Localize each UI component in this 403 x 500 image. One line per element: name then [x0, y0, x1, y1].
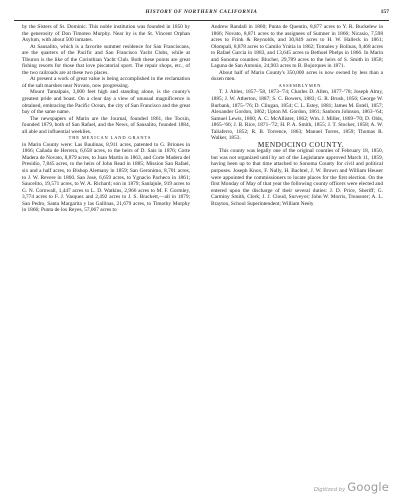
left-column [22, 24, 190, 214]
paragraph: in Marin County were: Las Baulinas, 8,911 acres, patented to G. Briones in 1866; Cañada de Herrera, 6,658 acres, to the heirs of D. Sais in 1876; Corte Madera de Novato, 8,879 acres, to Juan Martin in 1863, and Corte Madera del Presidio, 7,845 acres, to the heirs of John Read in 1885; Mission San Rafael, six and a half acres, to Bishop Alemany in 1859; San Geronimo, 8,701 acres, to J. W. Revere in 1860. San Jose, 6,659 acres, to Ygnacio Pacheco in 1861; Saucelito, 19,571 acres, to W. A. Richard; son in 1879; Sanlajule, 919 acres to G. N. Cornwall, 1,447 acres to L. D. Watkins, 2,966 acres to M. F. Gormley, 3,774 acres to F. J. Vasquez and 2,492 acres to J. S. Brackett,—all in 1879; San Pedro, Santa Margarita y las Gallinas, 21,679 acres, to Timothy Murphy in 1866; Punta de los Reyes, 57,067 acres to [22, 141, 190, 214]
paragraph: At present a work of great value is being accomplished in the reclamation of the salt marshes near Novato, now progressing. [22, 76, 190, 89]
paragraph: The newspapers of Marin are the Journal, founded 1861, the Tocsin, founded 1879, both of San Rafael, and the News, of Sausalito, founded 1884, all able and influential weeklies. [22, 115, 190, 135]
section-subhead: THE MEXICAN LAND GRANTS [68, 135, 152, 141]
paragraph: Mount Tamalpais, 3,000 feet high and standing alone, is the county's greatest pride and boast. On a clear day a view of unusual magnificence is obtained, embracing the Pacific Ocean, the city of San Francisco and the great bay of the same name. [22, 89, 190, 116]
paragraph: T. J. Ables, 1857–'58, 1873–'74; Charles D. Allen, 1877–'78; Joseph Almy, 1885; J. W. Atherton, 1887; S. C. Bowers, 1883; G. R. Brush, 1856; George W. Burbank, 1875–'76; D. Clingan, 1854; C. L. Estey, 1881; James M. Estell, 1857; Alexander Gordon, 1862; Upton M. Gordon, 1861; Sanborn Johnson, 1863–'64; Samuel Lewis, 1860; A. C. McAllister, 1862; Wm. J. Miller, 1869–'70; D. Olds, 1865–'66; J. B. Rice, 1871–'72; H. P. A. Smith, 1855; J. T. Stocker, 1858; A. W. Taliaferro, 1852; R. B. Torrence, 1863; Manuel Torres, 1859; Thomas R. Walker, 1853. [211, 89, 383, 142]
section-title: MENDOCINO COUNTY. [257, 139, 345, 149]
paragraph: This county was legally one of the original counties of February 18, 1850, but was not organized until by act of the Legislature approved March 11, 1859, having been up to that time attached to Sonoma County for civil and political purposes. Joseph Knox, F. Nally, H. Bachtel, J. W. Brown and William Heuser were appointed the commissioners to locate places for the first election. On the first Monday of May of that year the following county officers were elected and entered upon the discharge of their several duties: J. D. Price, Sheriff; G. Carminy Smith, Clerk; J. J. Cloud, Surveyor; John W. Morris, Treasurer; A. L. Brayton, School Superintendent; William Neely [211, 148, 383, 207]
running-head: HISTORY OF NORTHERN CALIFORNIA [145, 9, 258, 15]
page-number: 157 [380, 9, 389, 15]
paragraph: About half of Marin County's 350,000 acres is now owned by less than a dozen men. [211, 69, 383, 83]
google-watermark [314, 480, 389, 494]
watermark-prefix: Digitized by [313, 487, 346, 493]
paragraph: by the Sisters of St. Dominic. This noble institution was founded in 1850 by the generosity of Don Timoteo Murphy. Near by is the St. Vincent Orphan Asylum, with about 500 inmates. [22, 24, 190, 44]
right-column [211, 24, 383, 207]
section-subhead: ASSEMBLYMEN. [278, 82, 324, 88]
watermark-brand: Google [347, 480, 389, 494]
paragraph: At Sausalito, which is a favorite summer residence for San Franciscans, are the quarters of the Pacific and San Francisco Yacht Clubs, while at Tiburon is the like of the Corinthian Yacht Club. Both these points are great fishing resorts for those that love piscatorial sport. The repair shops, etc., of the two railroads are at these two places. [22, 43, 190, 76]
paragraph: Andrew Randall in 1860; Punta de Quentin, 8,877 acres to Y. R. Buckelew in 1866; Novato, 8,871 acres to the assignees of Sumner in 1866; Nicasio, 7,598 acres to Frink & Reynolds, and 30,849 acres to H. W. Halleck in 1861; Olompali, 8,878 acres to Camilo Ynitia in 1862; Tomales y Bolinas, 9,468 acres to Rafael Garcia in 1883, and 13,645 acres to Bethuel Phelps in 1866. In Marin and Sonoma counties: Blucher, 29,789 acres to the heirs of S. Smith in 1858; Laguna de San Antonio, 24,903 acres to B. Bojorques in 1871. [211, 24, 383, 70]
